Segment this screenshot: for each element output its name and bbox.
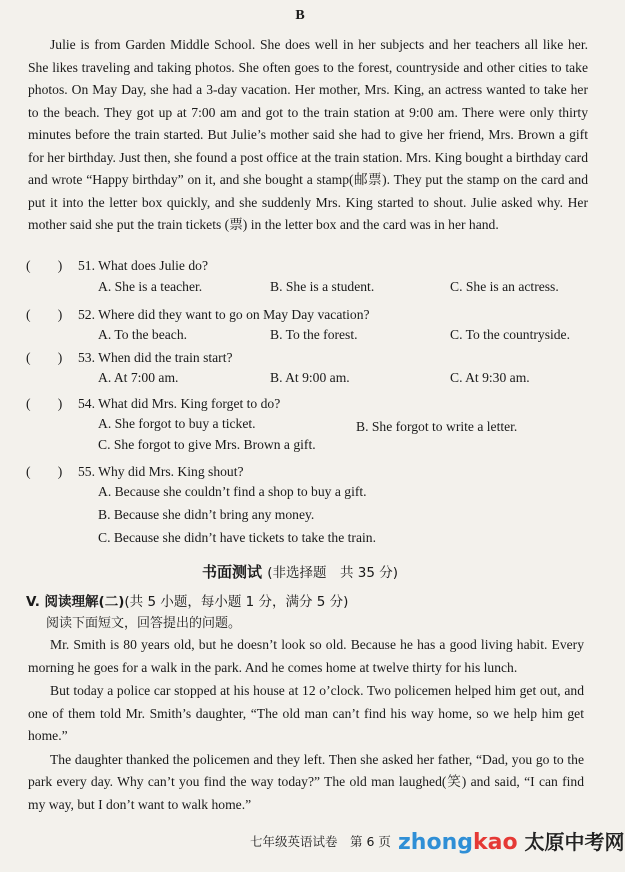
option-51-c: C. She is an actress.: [450, 279, 559, 294]
option-53-c: C. At 9:30 am.: [450, 370, 530, 385]
passage-b-paragraph: Julie is from Garden Middle School. She does well in her subjects and her teachers all like her. She likes traveling and taking photos. She often goes to the forest, countryside and other cities to take photos. On May Day, she had a 3-day vacation. Her mother, Mrs. King, an actress wanted to take her to the beach. They got up at 7:00 am and got to the train station at 9:00 am. There were only thirty minutes before the train started. But Julie’s mother said she had to give her friend, Mrs. Brown a gift for her birthday. Just then, she found a post office at the train station. Mrs. King bought a birthday card and wrote “Happy birthday” on it, and she bought a stamp(邮票). They put the stamp on the card and put it into the letter box quickly, and she suddenly Mrs. King started to shout. Julie asked why. Her mother said she put the train tickets (票) in the letter box and the card was in her hand.: [28, 37, 588, 232]
option-52-a: A. To the beach.: [98, 327, 188, 342]
answer-blank: ( ): [26, 258, 63, 273]
passage-v-paragraph-1: Mr. Smith is 80 years old, but he doesn’t look so old. Because he has a good living habit. Every morning he goes for a walk in the park. And he comes home at twelve thirty for his lunch.: [28, 637, 584, 675]
option-52-b: B. To the forest.: [270, 327, 358, 342]
question-51: [26, 254, 208, 274]
question-stem: 51. What does Julie do?: [78, 258, 208, 273]
page-footer: 七年级英语试卷 第 6 页: [250, 834, 391, 849]
site-watermark-logo: [398, 826, 625, 855]
option-55-c: C. Because she didn’t have tickets to take the train.: [98, 530, 376, 545]
option-51-a: A. She is a teacher.: [98, 279, 203, 294]
passage-v-paragraph-3: The daughter thanked the policemen and they left. Then she asked her father, “Dad, you go to the park every day. Why can’t you find the way today?” The old man laughed(笑) and said, “I can find my way, but I don’t want to walk home.”: [28, 751, 584, 812]
written-test-title: 书面测试: [201, 563, 262, 581]
option-51-b: B. She is a student.: [270, 279, 375, 294]
answer-blank: ( ): [26, 350, 63, 365]
option-53-a: A. At 7:00 am.: [98, 370, 179, 385]
written-test-note: (非选择题 共 35 分): [267, 565, 399, 581]
part-v-label: V. 阅读理解(二): [26, 594, 125, 610]
option-55-b: B. Because she didn’t bring any money.: [98, 507, 315, 522]
reading-passage-v: [28, 634, 584, 817]
question-54: [26, 392, 280, 412]
passage-v-paragraph-2: But today a police car stopped at his house at 12 o’clock. Two policemen helped him get out, and one of them told Mr. Smith’s daughter, “The old man can’t find his way home, so we help him get home.”: [28, 683, 584, 743]
option-55-a: A. Because she couldn’t find a shop to buy a gift.: [98, 484, 367, 499]
part-v-note: (共 5 小题，每小题 1 分，满分 5 分): [124, 594, 349, 610]
question-stem: 54. What did Mrs. King forget to do?: [78, 396, 281, 411]
answer-blank: ( ): [26, 464, 63, 479]
answer-blank: ( ): [26, 307, 63, 322]
option-54-a: A. She forgot to buy a ticket.: [98, 416, 256, 431]
question-52: [26, 303, 370, 323]
option-54-b: B. She forgot to write a letter.: [356, 419, 518, 434]
question-stem: 52. Where did they want to go on May Day vacation?: [78, 307, 370, 322]
question-55: [26, 460, 244, 480]
option-53-b: B. At 9:00 am.: [270, 370, 350, 385]
question-stem: 55. Why did Mrs. King shout?: [78, 464, 244, 479]
answer-blank: ( ): [26, 396, 63, 411]
option-54-c: C. She forgot to give Mrs. Brown a gift.: [98, 437, 316, 452]
part-v-instruction: 阅读下面短文，回答提出的问题。: [46, 616, 242, 631]
part-v-title: [26, 590, 348, 610]
watermark-part-1: zhong: [398, 830, 473, 855]
watermark-part-2: kao: [473, 830, 518, 855]
section-letter: B: [295, 8, 305, 23]
watermark-part-3: 太原中考网: [517, 830, 625, 854]
option-52-c: C. To the countryside.: [450, 327, 570, 342]
question-53: [26, 346, 233, 366]
question-stem: 53. When did the train start?: [78, 350, 233, 365]
reading-passage-b: [28, 34, 588, 237]
written-test-heading: [0, 561, 600, 582]
